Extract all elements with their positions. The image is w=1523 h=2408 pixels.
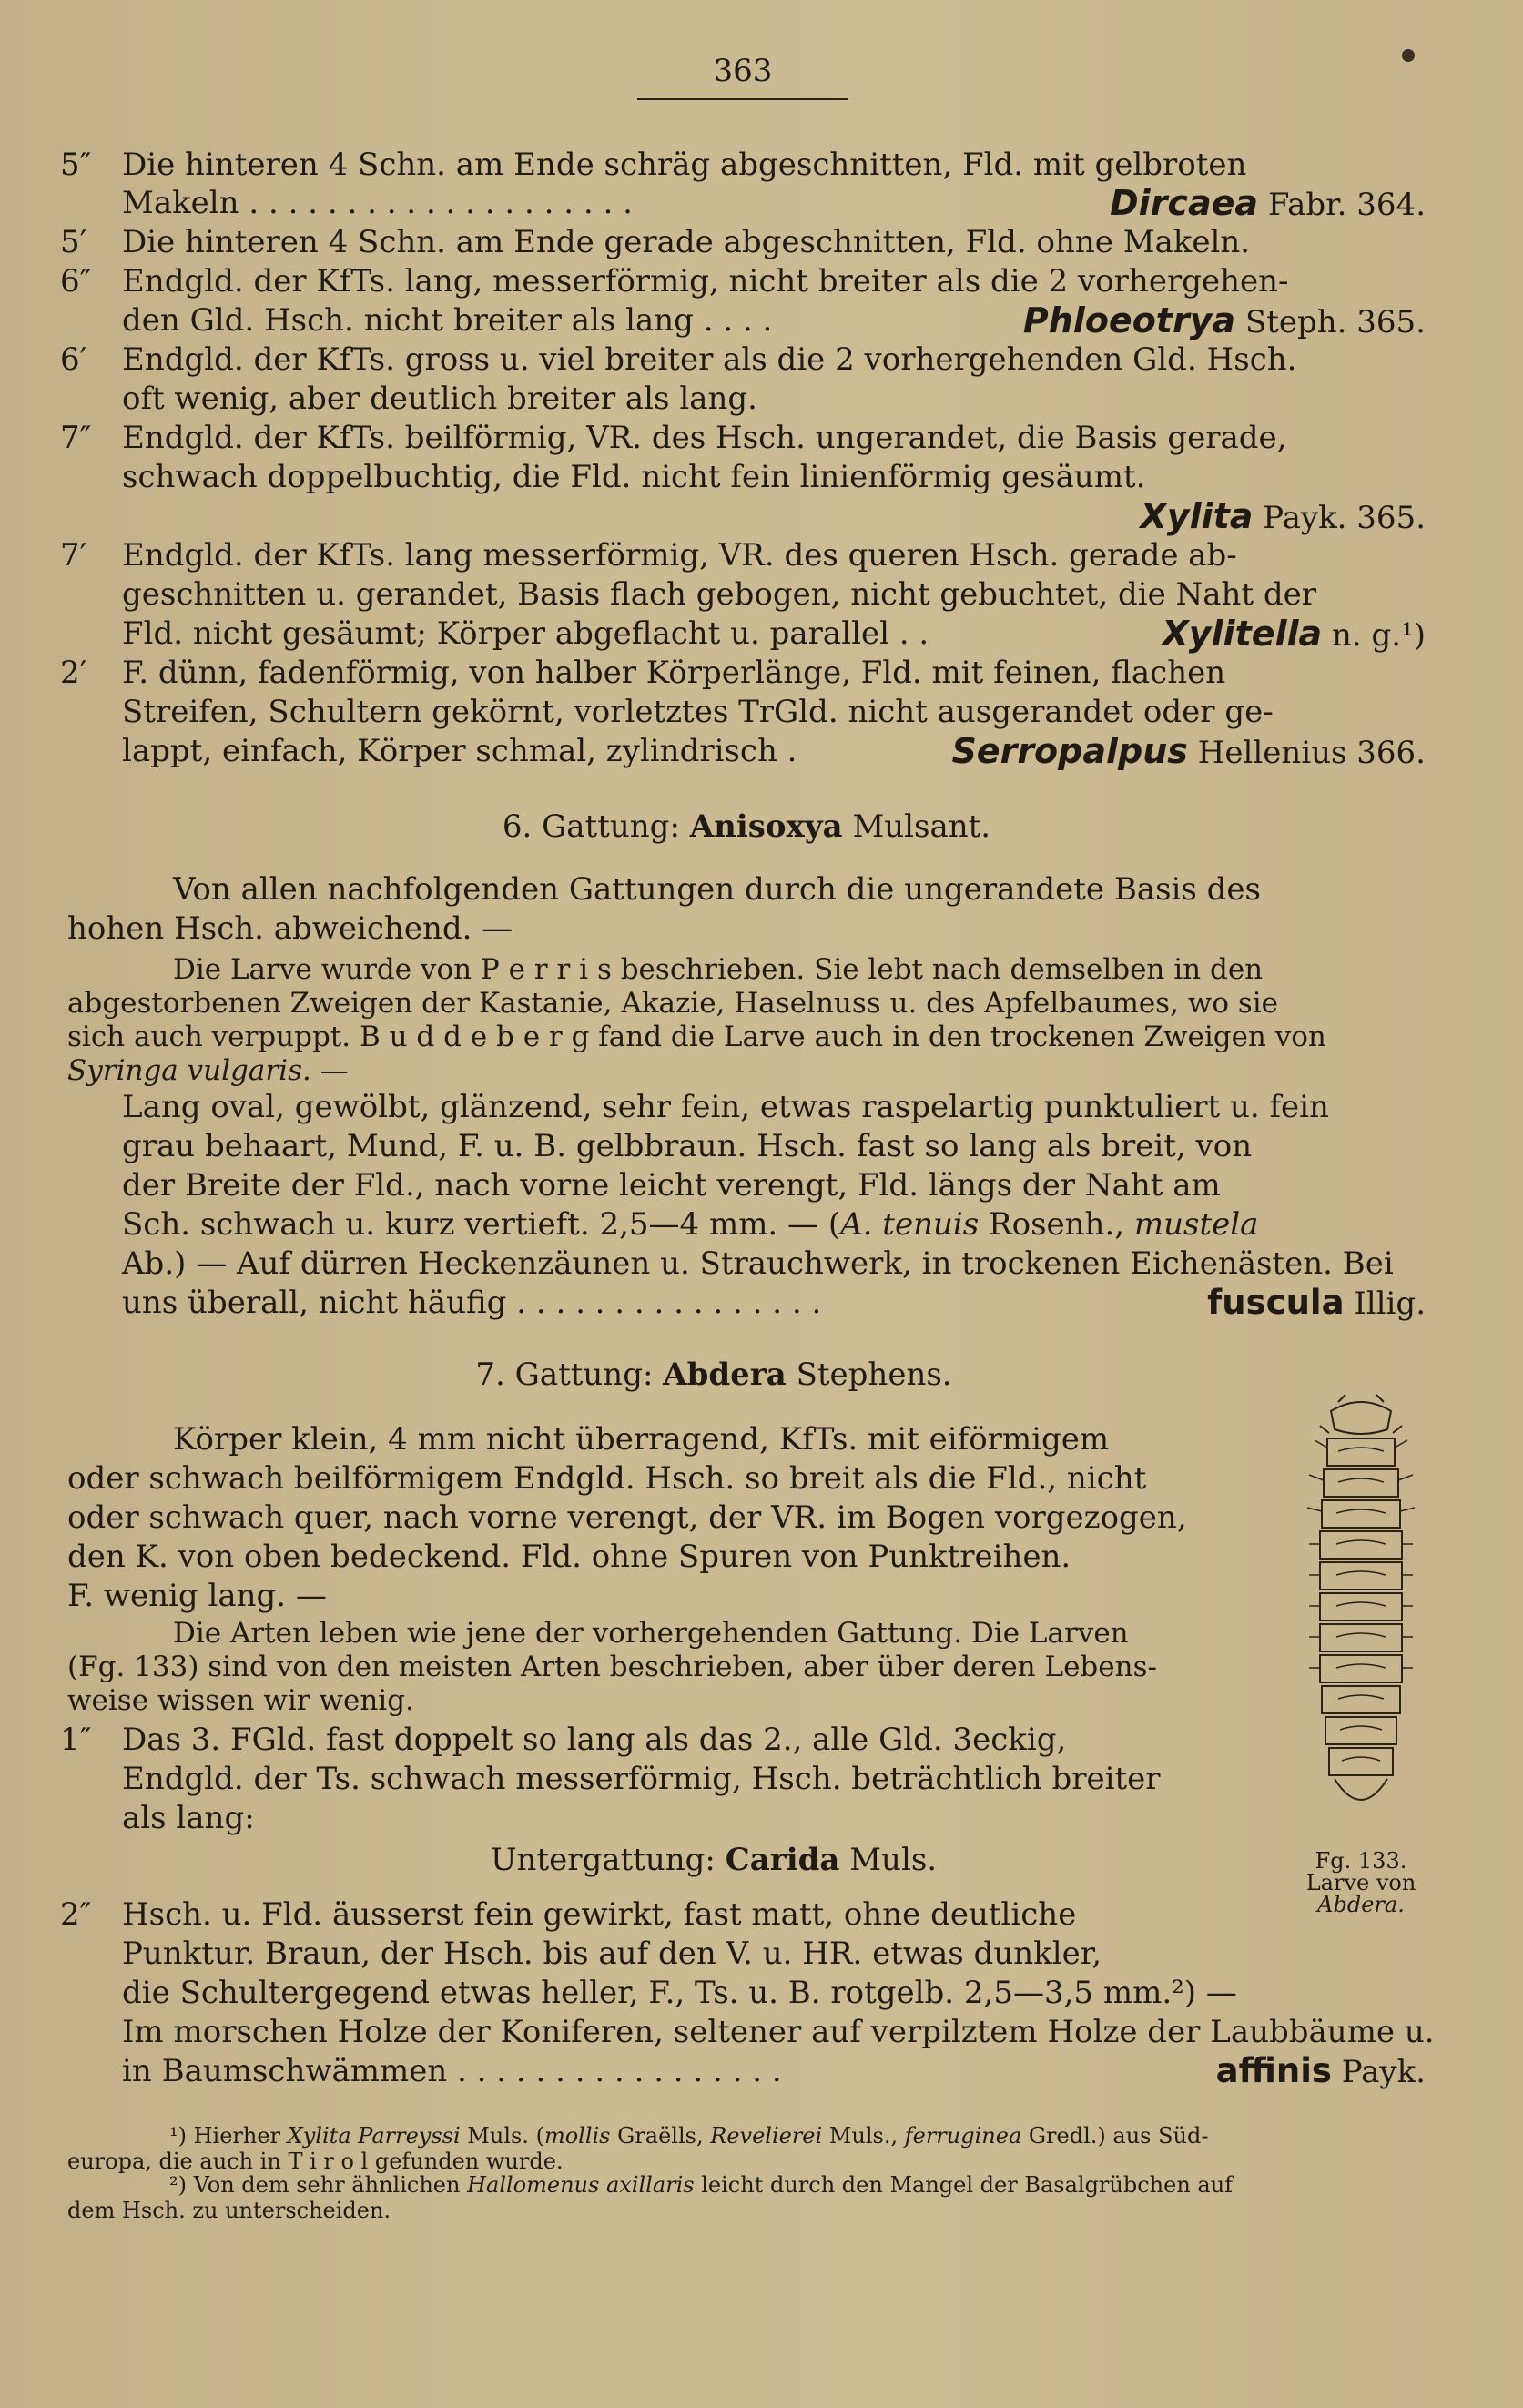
couplet-number: 2′ [60, 655, 87, 691]
page-number: 363 [637, 53, 848, 100]
paragraph-line: weise wissen wir wenig. [67, 1684, 414, 1717]
genus-name: Xylitella [1162, 614, 1323, 654]
description-line: der Breite der Fld., nach vorne leicht verengt, Fld. längs der Naht am [122, 1167, 1221, 1204]
couplet-line: Die hinteren 4 Schn. am Ende gerade abgeschnitten, Fld. ohne Makeln. [122, 224, 1251, 260]
leader-text: den Gld. Hsch. nicht breiter als lang . . . . [122, 302, 773, 339]
subgenus-author: Muls. [849, 1842, 938, 1878]
description-line: Lang oval, gewölbt, glänzend, sehr fein, etwas raspelartig punktuliert u. fein [122, 1089, 1329, 1125]
figure-caption-genus [1274, 1894, 1447, 1915]
species-name: mollis [543, 2123, 611, 2149]
heading-author: Stephens. [796, 1356, 952, 1393]
subgenus-name: Carida [725, 1842, 840, 1878]
couplet-number: 1″ [60, 1722, 92, 1758]
text: leicht durch den Mangel der Basalgrübchen auf [694, 2172, 1234, 2198]
footnote-line: dem Hsch. zu unterscheiden. [67, 2198, 391, 2223]
paragraph-line: abgestorbenen Zweigen der Kastanie, Akazie, Haselnuss u. des Apfelbaumes, wo sie [67, 987, 1279, 1020]
leader-text: Fld. nicht gesäumt; Körper abgeflacht u. parallel . . [122, 615, 929, 652]
species-name: Xylita Parreyssi [287, 2123, 461, 2149]
description-line [122, 1284, 1426, 1323]
couplet-number: 7″ [60, 420, 92, 456]
couplet-line [122, 732, 1426, 772]
couplet-line: F. dünn, fadenförmig, von halber Körperlänge, Fld. mit feinen, flachen [122, 655, 1226, 691]
couplet-number: 5′ [60, 224, 87, 260]
figure-caption-genus-text: Abdera. [1317, 1892, 1405, 1917]
couplet-line: Endgld. der KfTs. beilförmig, VR. des Hsch. ungerandet, die Basis gerade, [122, 420, 1287, 456]
couplet-number: 6″ [60, 263, 92, 300]
couplet-line: geschnitten u. gerandet, Basis flach gebogen, nicht gebuchtet, die Naht der [122, 576, 1317, 613]
paragraph-line: den K. von oben bedeckend. Fld. ohne Spuren von Punktreihen. [67, 1539, 1071, 1575]
couplet-line: Hsch. u. Fld. äusserst fein gewirkt, fast matt, ohne deutliche [122, 1896, 1077, 1933]
paragraph-line: Die Larve wurde von P e r r i s beschrieben. Sie lebt nach demselben in den [173, 953, 1264, 986]
species-name: Revelierei [710, 2123, 823, 2149]
couplet-line: Das 3. FGld. fast doppelt so lang als das 2., alle Gld. 3eckig, [122, 1722, 1067, 1758]
couplet-line: Endgld. der KfTs. gross u. viel breiter als die 2 vorhergehenden Gld. Hsch. [122, 341, 1297, 378]
text: Muls., [822, 2123, 899, 2149]
couplet-line: als lang: [122, 1800, 255, 1836]
paragraph-line: sich auch verpuppt. B u d d e b e r g fand die Larve auch in den trockenen Zweigen von [67, 1021, 1326, 1053]
subgenus-prefix: Untergattung: [490, 1842, 716, 1878]
genus-author: Steph. 365. [1244, 304, 1426, 340]
paragraph-line: hohen Hsch. abweichend. — [67, 910, 513, 947]
text: Rosenh., [979, 1206, 1125, 1243]
text: — [310, 1054, 349, 1087]
species-name: Hallomenus axillaris [467, 2172, 695, 2198]
text: Sch. schwach u. kurz vertieft. 2,5—4 mm. — ( [122, 1206, 841, 1243]
genus-name: Dircaea [1110, 183, 1259, 223]
text: Gredl.) aus Süd- [1021, 2123, 1209, 2149]
paragraph-line: Die Arten leben wie jene der vorhergehenden Gattung. Die Larven [173, 1617, 1129, 1650]
couplet-line: oft wenig, aber deutlich breiter als lang. [122, 381, 757, 417]
heading-prefix: 7. Gattung: [475, 1356, 654, 1393]
paragraph-line [67, 1052, 1426, 1090]
couplet-line [122, 184, 1426, 224]
footnote-line [169, 2123, 1426, 2149]
description-line [122, 1205, 1426, 1244]
heading-prefix: 6. Gattung: [502, 808, 680, 845]
species-author: Payk. [1341, 2054, 1426, 2090]
paragraph-line: F. wenig lang. — [67, 1578, 327, 1614]
species-name: Syringa vulgaris. [67, 1054, 311, 1087]
couplet-line: Endgld. der KfTs. lang, messerförmig, nicht breiter als die 2 vorhergehen- [122, 263, 1289, 300]
genus-author: Fabr. 364. [1267, 187, 1426, 223]
subgenus-heading [67, 1841, 1360, 1879]
leader-text: in Baumschwämmen . . . . . . . . . . . . . . . . . [122, 2053, 782, 2089]
genus-name: Serropalpus [951, 731, 1188, 771]
species-name: fuscula [1207, 1283, 1345, 1322]
couplet-line: Endgld. der KfTs. lang messerförmig, VR. des queren Hsch. gerade ab- [122, 537, 1237, 574]
genus-name: Phloeotrya [1022, 300, 1236, 340]
couplet-line: Streifen, Schultern gekörnt, vorletztes TrGld. nicht ausgerandet oder ge- [122, 694, 1274, 730]
genus-author: n. g.¹) [1332, 617, 1426, 654]
couplet-line: Die hinteren 4 Schn. am Ende schräg abgeschnitten, Fld. mit gelbroten [122, 147, 1247, 183]
figure-number: Fg. 133. [1315, 1848, 1407, 1874]
footnote-line [169, 2172, 1426, 2198]
ink-spot [1402, 49, 1415, 62]
description-line: grau behaart, Mund, F. u. B. gelbbraun. Hsch. fast so lang als breit, von [122, 1128, 1253, 1164]
species-name: mustela [1133, 1206, 1259, 1243]
larva-illustration [1293, 1393, 1429, 1848]
leader-text: Makeln . . . . . . . . . . . . . . . . . . . . [122, 185, 633, 221]
couplet-line [122, 615, 1426, 655]
couplet-number: 7′ [60, 537, 87, 574]
genus-author: Payk. 365. [1263, 500, 1426, 536]
section-heading [67, 808, 1426, 846]
paragraph-line: Von allen nachfolgenden Gattungen durch die ungerandete Basis des [173, 871, 1261, 908]
species-name: A. tenuis [840, 1206, 980, 1243]
genus-name: Xylita [1140, 496, 1254, 536]
couplet-line: die Schultergegend etwas heller, F., Ts. u. B. rotgelb. 2,5—3,5 mm.²) — [122, 1975, 1237, 2011]
heading-genus: Anisoxya [689, 808, 843, 845]
heading-author: Mulsant. [852, 808, 991, 845]
couplet-number: 2″ [60, 1896, 92, 1933]
description-line: Ab.) — Auf dürren Heckenzäunen u. Strauchwerk, in trockenen Eichenästen. Bei [122, 1245, 1394, 1282]
footnote-line: europa, die auch in T i r o l gefunden wurde. [67, 2149, 564, 2174]
text: ¹) Hierher [169, 2123, 281, 2149]
paragraph-line: oder schwach beilförmigem Endgld. Hsch. so breit als die Fld., nicht [67, 1460, 1147, 1497]
species-name: affinis [1215, 2051, 1332, 2090]
heading-genus: Abdera [663, 1356, 787, 1393]
figure-caption-text: Larve von [1305, 1870, 1416, 1895]
couplet-line [122, 497, 1426, 537]
paragraph-line: (Fg. 133) sind von den meisten Arten beschrieben, aber über deren Lebens- [67, 1651, 1157, 1683]
species-author: Illig. [1354, 1285, 1426, 1322]
paragraph-line: Körper klein, 4 mm nicht überragend, KfTs. mit eiförmigem [173, 1421, 1110, 1458]
couplet-line: Endgld. der Ts. schwach messerförmig, Hsch. beträchtlich breiter [122, 1761, 1161, 1797]
couplet-number: 5″ [60, 147, 92, 183]
leader-text: uns überall, nicht häufig . . . . . . . . . . . . . . . . [122, 1285, 822, 1321]
section-heading [67, 1356, 1360, 1394]
genus-author: Hellenius 366. [1197, 735, 1426, 771]
text: Muls. ( [460, 2123, 544, 2149]
figure-caption [1274, 1850, 1447, 1915]
text: Graëlls, [610, 2123, 704, 2149]
couplet-line [122, 2052, 1426, 2091]
couplet-number: 6′ [60, 341, 87, 378]
couplet-line [122, 301, 1426, 341]
couplet-line: schwach doppelbuchtig, die Fld. nicht fein linienförmig gesäumt. [122, 459, 1146, 495]
species-name: ferruginea [904, 2123, 1022, 2149]
paragraph-line: oder schwach quer, nach vorne verengt, der VR. im Bogen vorgezogen, [67, 1499, 1187, 1536]
couplet-line: Im morschen Holze der Koniferen, seltener auf verpilztem Holze der Laubbäume u. [122, 2014, 1435, 2050]
couplet-line: Punktur. Braun, der Hsch. bis auf den V. u. HR. etwas dunkler, [122, 1936, 1102, 1972]
text: ²) Von dem sehr ähnlichen [169, 2172, 461, 2198]
leader-text: lappt, einfach, Körper schmal, zylindrisch . [122, 733, 797, 769]
